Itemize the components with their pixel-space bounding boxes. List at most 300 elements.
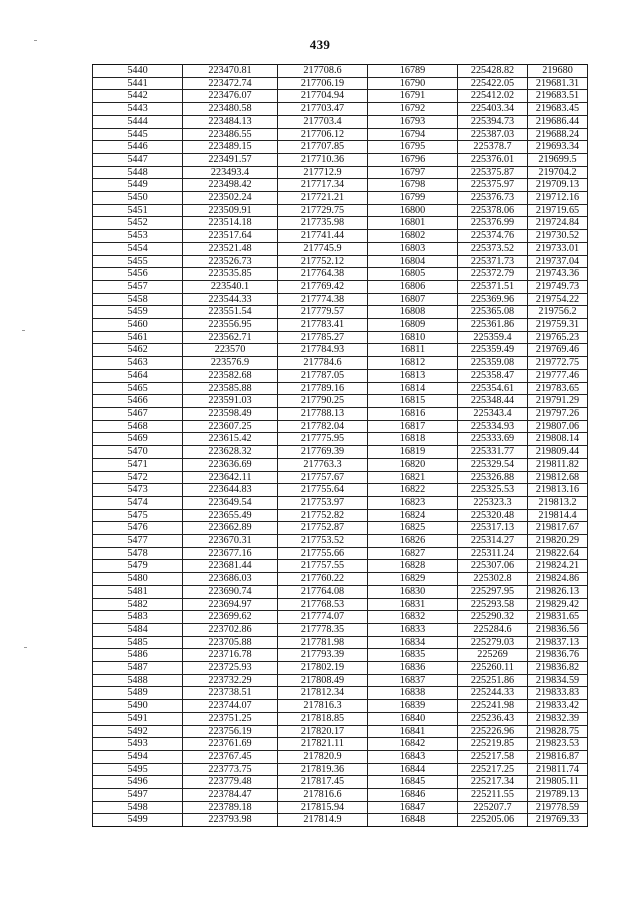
y-coordinate-right-cell: 219823.53 xyxy=(528,738,588,751)
x-coordinate-right-cell: 225372.79 xyxy=(458,268,528,281)
x-coordinate-left-cell: 223699.62 xyxy=(183,611,278,624)
point-id-right-cell: 16811 xyxy=(368,344,458,357)
table-row xyxy=(93,471,588,484)
y-coordinate-left-cell: 217820.9 xyxy=(278,750,368,763)
table-row xyxy=(93,623,588,636)
y-coordinate-left-cell: 217802.19 xyxy=(278,662,368,675)
point-id-right-cell: 16802 xyxy=(368,230,458,243)
table-row xyxy=(93,700,588,713)
point-id-left-cell: 5488 xyxy=(93,674,183,687)
y-coordinate-right-cell: 219829.42 xyxy=(528,598,588,611)
table-row xyxy=(93,166,588,179)
x-coordinate-left-cell: 223570 xyxy=(183,344,278,357)
y-coordinate-left-cell: 217817.45 xyxy=(278,776,368,789)
x-coordinate-right-cell: 225376.73 xyxy=(458,192,528,205)
point-id-left-cell: 5446 xyxy=(93,141,183,154)
point-id-left-cell: 5492 xyxy=(93,725,183,738)
y-coordinate-right-cell: 219749.73 xyxy=(528,280,588,293)
x-coordinate-right-cell: 225387.03 xyxy=(458,128,528,141)
x-coordinate-left-cell: 223502.24 xyxy=(183,192,278,205)
x-coordinate-left-cell: 223793.98 xyxy=(183,814,278,827)
point-id-right-cell: 16848 xyxy=(368,814,458,827)
y-coordinate-left-cell: 217808.49 xyxy=(278,674,368,687)
y-coordinate-right-cell: 219813.16 xyxy=(528,484,588,497)
x-coordinate-right-cell: 225236.43 xyxy=(458,712,528,725)
x-coordinate-left-cell: 223517.64 xyxy=(183,230,278,243)
y-coordinate-right-cell: 219765.23 xyxy=(528,331,588,344)
table-row xyxy=(93,763,588,776)
point-id-right-cell: 16816 xyxy=(368,407,458,420)
table-row xyxy=(93,611,588,624)
margin-mark-middle xyxy=(22,330,25,331)
point-id-right-cell: 16829 xyxy=(368,573,458,586)
y-coordinate-left-cell: 217775.95 xyxy=(278,433,368,446)
x-coordinate-left-cell: 223642.11 xyxy=(183,471,278,484)
point-id-left-cell: 5448 xyxy=(93,166,183,179)
table-row xyxy=(93,407,588,420)
point-id-left-cell: 5449 xyxy=(93,179,183,192)
y-coordinate-right-cell: 219832.39 xyxy=(528,712,588,725)
point-id-right-cell: 16792 xyxy=(368,103,458,116)
y-coordinate-left-cell: 217707.85 xyxy=(278,141,368,154)
point-id-left-cell: 5451 xyxy=(93,204,183,217)
point-id-right-cell: 16844 xyxy=(368,763,458,776)
y-coordinate-left-cell: 217774.38 xyxy=(278,293,368,306)
y-coordinate-right-cell: 219737.04 xyxy=(528,255,588,268)
x-coordinate-right-cell: 225428.82 xyxy=(458,65,528,78)
x-coordinate-right-cell: 225314.27 xyxy=(458,535,528,548)
point-id-right-cell: 16810 xyxy=(368,331,458,344)
y-coordinate-right-cell: 219826.13 xyxy=(528,585,588,598)
point-id-right-cell: 16804 xyxy=(368,255,458,268)
point-id-right-cell: 16797 xyxy=(368,166,458,179)
y-coordinate-left-cell: 217755.66 xyxy=(278,547,368,560)
point-id-left-cell: 5493 xyxy=(93,738,183,751)
y-coordinate-left-cell: 217755.64 xyxy=(278,484,368,497)
y-coordinate-right-cell: 219837.13 xyxy=(528,636,588,649)
point-id-left-cell: 5460 xyxy=(93,319,183,332)
point-id-left-cell: 5468 xyxy=(93,420,183,433)
y-coordinate-left-cell: 217774.07 xyxy=(278,611,368,624)
point-id-left-cell: 5467 xyxy=(93,407,183,420)
point-id-left-cell: 5445 xyxy=(93,128,183,141)
y-coordinate-right-cell: 219834.59 xyxy=(528,674,588,687)
point-id-right-cell: 16794 xyxy=(368,128,458,141)
x-coordinate-left-cell: 223607.25 xyxy=(183,420,278,433)
x-coordinate-right-cell: 225290.32 xyxy=(458,611,528,624)
point-id-left-cell: 5494 xyxy=(93,750,183,763)
y-coordinate-right-cell: 219783.65 xyxy=(528,382,588,395)
y-coordinate-left-cell: 217704.94 xyxy=(278,90,368,103)
table-row xyxy=(93,801,588,814)
table-row xyxy=(93,750,588,763)
x-coordinate-right-cell: 225412.02 xyxy=(458,90,528,103)
table-row xyxy=(93,65,588,78)
table-row xyxy=(93,496,588,509)
y-coordinate-right-cell: 219797.26 xyxy=(528,407,588,420)
table-row xyxy=(93,255,588,268)
x-coordinate-left-cell: 223662.89 xyxy=(183,522,278,535)
point-id-right-cell: 16796 xyxy=(368,153,458,166)
x-coordinate-right-cell: 225323.3 xyxy=(458,496,528,509)
point-id-right-cell: 16806 xyxy=(368,280,458,293)
point-id-right-cell: 16840 xyxy=(368,712,458,725)
table-row xyxy=(93,433,588,446)
y-coordinate-right-cell: 219683.51 xyxy=(528,90,588,103)
y-coordinate-right-cell: 219743.36 xyxy=(528,268,588,281)
x-coordinate-right-cell: 225343.4 xyxy=(458,407,528,420)
x-coordinate-left-cell: 223636.69 xyxy=(183,458,278,471)
x-coordinate-right-cell: 225375.87 xyxy=(458,166,528,179)
table-row xyxy=(93,153,588,166)
y-coordinate-left-cell: 217790.25 xyxy=(278,395,368,408)
point-id-left-cell: 5458 xyxy=(93,293,183,306)
y-coordinate-right-cell: 219831.65 xyxy=(528,611,588,624)
y-coordinate-left-cell: 217741.44 xyxy=(278,230,368,243)
point-id-left-cell: 5459 xyxy=(93,306,183,319)
y-coordinate-left-cell: 217752.82 xyxy=(278,509,368,522)
coordinates-table xyxy=(92,64,588,827)
y-coordinate-right-cell: 219791.29 xyxy=(528,395,588,408)
table-row xyxy=(93,103,588,116)
y-coordinate-right-cell: 219828.75 xyxy=(528,725,588,738)
y-coordinate-left-cell: 217784.93 xyxy=(278,344,368,357)
point-id-right-cell: 16821 xyxy=(368,471,458,484)
y-coordinate-left-cell: 217768.53 xyxy=(278,598,368,611)
point-id-left-cell: 5464 xyxy=(93,369,183,382)
y-coordinate-right-cell: 219772.75 xyxy=(528,357,588,370)
point-id-left-cell: 5465 xyxy=(93,382,183,395)
point-id-right-cell: 16803 xyxy=(368,242,458,255)
x-coordinate-right-cell: 225376.99 xyxy=(458,217,528,230)
point-id-left-cell: 5499 xyxy=(93,814,183,827)
point-id-left-cell: 5470 xyxy=(93,446,183,459)
point-id-left-cell: 5454 xyxy=(93,242,183,255)
x-coordinate-right-cell: 225333.69 xyxy=(458,433,528,446)
point-id-right-cell: 16809 xyxy=(368,319,458,332)
y-coordinate-left-cell: 217752.12 xyxy=(278,255,368,268)
y-coordinate-left-cell: 217708.6 xyxy=(278,65,368,78)
x-coordinate-right-cell: 225260.11 xyxy=(458,662,528,675)
y-coordinate-left-cell: 217784.6 xyxy=(278,357,368,370)
table-row xyxy=(93,141,588,154)
point-id-left-cell: 5443 xyxy=(93,103,183,116)
x-coordinate-left-cell: 223551.54 xyxy=(183,306,278,319)
x-coordinate-left-cell: 223480.58 xyxy=(183,103,278,116)
x-coordinate-right-cell: 225297.95 xyxy=(458,585,528,598)
y-coordinate-right-cell: 219817.67 xyxy=(528,522,588,535)
point-id-right-cell: 16820 xyxy=(368,458,458,471)
table-row xyxy=(93,547,588,560)
x-coordinate-right-cell: 225269 xyxy=(458,649,528,662)
x-coordinate-left-cell: 223585.88 xyxy=(183,382,278,395)
point-id-right-cell: 16845 xyxy=(368,776,458,789)
x-coordinate-right-cell: 225348.44 xyxy=(458,395,528,408)
y-coordinate-left-cell: 217816.6 xyxy=(278,789,368,802)
x-coordinate-left-cell: 223591.03 xyxy=(183,395,278,408)
table-row xyxy=(93,369,588,382)
table-row xyxy=(93,382,588,395)
point-id-left-cell: 5455 xyxy=(93,255,183,268)
y-coordinate-left-cell: 217781.98 xyxy=(278,636,368,649)
x-coordinate-left-cell: 223655.49 xyxy=(183,509,278,522)
y-coordinate-left-cell: 217769.39 xyxy=(278,446,368,459)
x-coordinate-left-cell: 223644.83 xyxy=(183,484,278,497)
table-row xyxy=(93,674,588,687)
table-row xyxy=(93,420,588,433)
x-coordinate-right-cell: 225374.76 xyxy=(458,230,528,243)
table-row xyxy=(93,115,588,128)
point-id-right-cell: 16837 xyxy=(368,674,458,687)
point-id-right-cell: 16800 xyxy=(368,204,458,217)
y-coordinate-right-cell: 219769.46 xyxy=(528,344,588,357)
x-coordinate-left-cell: 223789.18 xyxy=(183,801,278,814)
y-coordinate-right-cell: 219730.52 xyxy=(528,230,588,243)
y-coordinate-right-cell: 219693.34 xyxy=(528,141,588,154)
y-coordinate-left-cell: 217815.94 xyxy=(278,801,368,814)
table-row xyxy=(93,268,588,281)
point-id-left-cell: 5457 xyxy=(93,280,183,293)
point-id-right-cell: 16826 xyxy=(368,535,458,548)
x-coordinate-right-cell: 225331.77 xyxy=(458,446,528,459)
point-id-right-cell: 16825 xyxy=(368,522,458,535)
y-coordinate-left-cell: 217729.75 xyxy=(278,204,368,217)
point-id-right-cell: 16791 xyxy=(368,90,458,103)
x-coordinate-right-cell: 225358.47 xyxy=(458,369,528,382)
x-coordinate-left-cell: 223738.51 xyxy=(183,687,278,700)
point-id-right-cell: 16828 xyxy=(368,560,458,573)
table-row xyxy=(93,776,588,789)
point-id-right-cell: 16790 xyxy=(368,77,458,90)
y-coordinate-right-cell: 219686.44 xyxy=(528,115,588,128)
x-coordinate-right-cell: 225205.06 xyxy=(458,814,528,827)
table-row xyxy=(93,484,588,497)
point-id-left-cell: 5452 xyxy=(93,217,183,230)
x-coordinate-right-cell: 225334.93 xyxy=(458,420,528,433)
point-id-left-cell: 5478 xyxy=(93,547,183,560)
point-id-left-cell: 5481 xyxy=(93,585,183,598)
x-coordinate-right-cell: 225359.49 xyxy=(458,344,528,357)
point-id-left-cell: 5490 xyxy=(93,700,183,713)
point-id-right-cell: 16814 xyxy=(368,382,458,395)
y-coordinate-right-cell: 219811.74 xyxy=(528,763,588,776)
point-id-right-cell: 16832 xyxy=(368,611,458,624)
y-coordinate-right-cell: 219836.82 xyxy=(528,662,588,675)
point-id-left-cell: 5441 xyxy=(93,77,183,90)
point-id-left-cell: 5477 xyxy=(93,535,183,548)
point-id-left-cell: 5461 xyxy=(93,331,183,344)
y-coordinate-left-cell: 217706.12 xyxy=(278,128,368,141)
point-id-left-cell: 5486 xyxy=(93,649,183,662)
x-coordinate-right-cell: 225376.01 xyxy=(458,153,528,166)
x-coordinate-right-cell: 225302.8 xyxy=(458,573,528,586)
point-id-left-cell: 5476 xyxy=(93,522,183,535)
y-coordinate-right-cell: 219756.2 xyxy=(528,306,588,319)
x-coordinate-left-cell: 223690.74 xyxy=(183,585,278,598)
y-coordinate-right-cell: 219833.42 xyxy=(528,700,588,713)
x-coordinate-right-cell: 225211.55 xyxy=(458,789,528,802)
y-coordinate-right-cell: 219820.29 xyxy=(528,535,588,548)
x-coordinate-left-cell: 223744.07 xyxy=(183,700,278,713)
point-id-right-cell: 16812 xyxy=(368,357,458,370)
y-coordinate-left-cell: 217819.36 xyxy=(278,763,368,776)
x-coordinate-right-cell: 225325.53 xyxy=(458,484,528,497)
y-coordinate-right-cell: 219680 xyxy=(528,65,588,78)
point-id-right-cell: 16813 xyxy=(368,369,458,382)
y-coordinate-left-cell: 217721.21 xyxy=(278,192,368,205)
y-coordinate-right-cell: 219824.86 xyxy=(528,573,588,586)
point-id-right-cell: 16815 xyxy=(368,395,458,408)
y-coordinate-right-cell: 219807.06 xyxy=(528,420,588,433)
point-id-right-cell: 16839 xyxy=(368,700,458,713)
table-row xyxy=(93,230,588,243)
x-coordinate-right-cell: 225207.7 xyxy=(458,801,528,814)
x-coordinate-left-cell: 223576.9 xyxy=(183,357,278,370)
table-row xyxy=(93,636,588,649)
point-id-left-cell: 5442 xyxy=(93,90,183,103)
y-coordinate-right-cell: 219759.31 xyxy=(528,319,588,332)
y-coordinate-left-cell: 217788.13 xyxy=(278,407,368,420)
x-coordinate-right-cell: 225365.08 xyxy=(458,306,528,319)
x-coordinate-left-cell: 223716.78 xyxy=(183,649,278,662)
table-row xyxy=(93,573,588,586)
x-coordinate-right-cell: 225293.58 xyxy=(458,598,528,611)
table-row xyxy=(93,598,588,611)
table-row xyxy=(93,446,588,459)
y-coordinate-right-cell: 219769.33 xyxy=(528,814,588,827)
x-coordinate-right-cell: 225378.7 xyxy=(458,141,528,154)
x-coordinate-left-cell: 223509.91 xyxy=(183,204,278,217)
x-coordinate-right-cell: 225284.6 xyxy=(458,623,528,636)
table-row xyxy=(93,319,588,332)
x-coordinate-left-cell: 223677.16 xyxy=(183,547,278,560)
point-id-left-cell: 5485 xyxy=(93,636,183,649)
point-id-right-cell: 16831 xyxy=(368,598,458,611)
table-row xyxy=(93,649,588,662)
x-coordinate-left-cell: 223491.57 xyxy=(183,153,278,166)
y-coordinate-right-cell: 219816.87 xyxy=(528,750,588,763)
x-coordinate-left-cell: 223751.25 xyxy=(183,712,278,725)
coordinates-table-body xyxy=(93,65,588,827)
y-coordinate-right-cell: 219733.01 xyxy=(528,242,588,255)
table-row xyxy=(93,585,588,598)
table-row xyxy=(93,522,588,535)
point-id-right-cell: 16836 xyxy=(368,662,458,675)
point-id-left-cell: 5469 xyxy=(93,433,183,446)
point-id-right-cell: 16824 xyxy=(368,509,458,522)
point-id-left-cell: 5450 xyxy=(93,192,183,205)
y-coordinate-right-cell: 219681.31 xyxy=(528,77,588,90)
x-coordinate-left-cell: 223615.42 xyxy=(183,433,278,446)
x-coordinate-right-cell: 225217.25 xyxy=(458,763,528,776)
y-coordinate-right-cell: 219712.16 xyxy=(528,192,588,205)
x-coordinate-left-cell: 223526.73 xyxy=(183,255,278,268)
y-coordinate-right-cell: 219754.22 xyxy=(528,293,588,306)
point-id-left-cell: 5496 xyxy=(93,776,183,789)
point-id-left-cell: 5497 xyxy=(93,789,183,802)
y-coordinate-left-cell: 217706.19 xyxy=(278,77,368,90)
point-id-left-cell: 5447 xyxy=(93,153,183,166)
x-coordinate-right-cell: 225217.58 xyxy=(458,750,528,763)
y-coordinate-left-cell: 217814.9 xyxy=(278,814,368,827)
table-row xyxy=(93,217,588,230)
x-coordinate-left-cell: 223582.68 xyxy=(183,369,278,382)
point-id-right-cell: 16805 xyxy=(368,268,458,281)
point-id-left-cell: 5471 xyxy=(93,458,183,471)
point-id-right-cell: 16847 xyxy=(368,801,458,814)
point-id-right-cell: 16842 xyxy=(368,738,458,751)
point-id-left-cell: 5480 xyxy=(93,573,183,586)
x-coordinate-left-cell: 223514.18 xyxy=(183,217,278,230)
y-coordinate-right-cell: 219824.21 xyxy=(528,560,588,573)
y-coordinate-left-cell: 217769.42 xyxy=(278,280,368,293)
point-id-right-cell: 16789 xyxy=(368,65,458,78)
x-coordinate-left-cell: 223686.03 xyxy=(183,573,278,586)
y-coordinate-right-cell: 219822.64 xyxy=(528,547,588,560)
y-coordinate-right-cell: 219719.65 xyxy=(528,204,588,217)
table-row xyxy=(93,128,588,141)
y-coordinate-left-cell: 217757.55 xyxy=(278,560,368,573)
x-coordinate-left-cell: 223489.15 xyxy=(183,141,278,154)
x-coordinate-right-cell: 225371.73 xyxy=(458,255,528,268)
table-row xyxy=(93,77,588,90)
point-id-right-cell: 16838 xyxy=(368,687,458,700)
x-coordinate-left-cell: 223535.85 xyxy=(183,268,278,281)
point-id-left-cell: 5487 xyxy=(93,662,183,675)
x-coordinate-left-cell: 223540.1 xyxy=(183,280,278,293)
x-coordinate-right-cell: 225317.13 xyxy=(458,522,528,535)
y-coordinate-left-cell: 217787.05 xyxy=(278,369,368,382)
x-coordinate-left-cell: 223732.29 xyxy=(183,674,278,687)
table-row xyxy=(93,192,588,205)
y-coordinate-left-cell: 217757.67 xyxy=(278,471,368,484)
point-id-left-cell: 5440 xyxy=(93,65,183,78)
x-coordinate-right-cell: 225359.4 xyxy=(458,331,528,344)
x-coordinate-left-cell: 223498.42 xyxy=(183,179,278,192)
y-coordinate-left-cell: 217745.9 xyxy=(278,242,368,255)
point-id-left-cell: 5491 xyxy=(93,712,183,725)
y-coordinate-left-cell: 217789.16 xyxy=(278,382,368,395)
y-coordinate-left-cell: 217710.36 xyxy=(278,153,368,166)
y-coordinate-right-cell: 219811.82 xyxy=(528,458,588,471)
x-coordinate-left-cell: 223598.49 xyxy=(183,407,278,420)
point-id-left-cell: 5456 xyxy=(93,268,183,281)
table-row xyxy=(93,331,588,344)
point-id-right-cell: 16807 xyxy=(368,293,458,306)
table-row xyxy=(93,179,588,192)
y-coordinate-left-cell: 217717.34 xyxy=(278,179,368,192)
point-id-left-cell: 5444 xyxy=(93,115,183,128)
y-coordinate-left-cell: 217735.98 xyxy=(278,217,368,230)
y-coordinate-right-cell: 219709.13 xyxy=(528,179,588,192)
x-coordinate-right-cell: 225373.52 xyxy=(458,242,528,255)
x-coordinate-left-cell: 223761.69 xyxy=(183,738,278,751)
page-number: 439 xyxy=(309,37,331,52)
point-id-right-cell: 16793 xyxy=(368,115,458,128)
point-id-left-cell: 5479 xyxy=(93,560,183,573)
x-coordinate-left-cell: 223756.19 xyxy=(183,725,278,738)
y-coordinate-left-cell: 217785.27 xyxy=(278,331,368,344)
y-coordinate-right-cell: 219724.84 xyxy=(528,217,588,230)
table-row xyxy=(93,662,588,675)
table-row xyxy=(93,344,588,357)
table-row xyxy=(93,280,588,293)
point-id-left-cell: 5473 xyxy=(93,484,183,497)
x-coordinate-left-cell: 223556.95 xyxy=(183,319,278,332)
y-coordinate-right-cell: 219833.83 xyxy=(528,687,588,700)
x-coordinate-right-cell: 225403.34 xyxy=(458,103,528,116)
margin-mark-bottom xyxy=(24,647,27,648)
